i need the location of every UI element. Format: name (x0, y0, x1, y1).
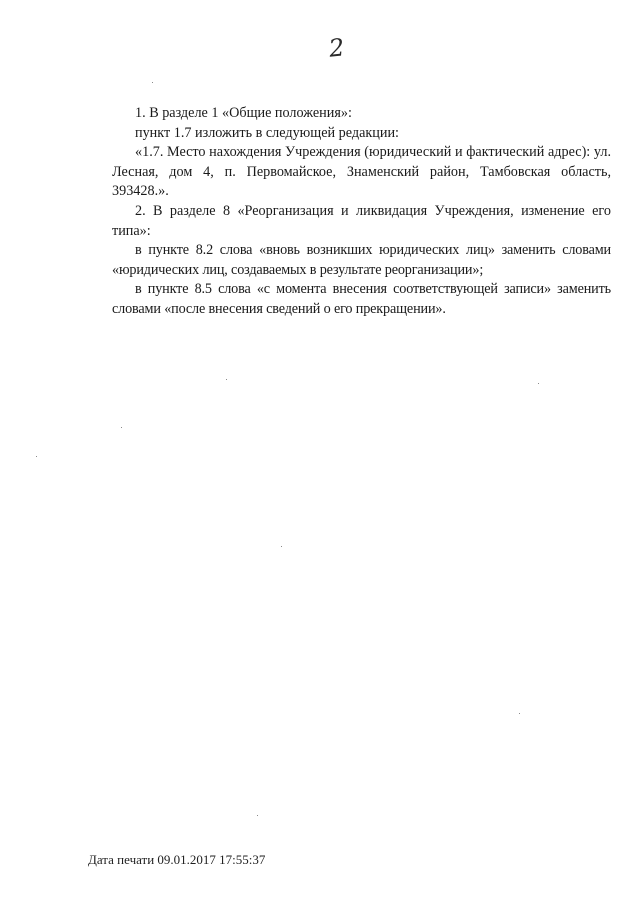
paragraph-item-1-7-instruction: пункт 1.7 изложить в следующей редакции: (135, 124, 399, 141)
scan-speck (121, 427, 122, 428)
scan-speck (257, 815, 258, 816)
scan-speck (281, 546, 282, 547)
scan-speck (36, 456, 37, 457)
paragraph-item-8-5-change: в пункте 8.5 слова «с момента внесения соответствующей записи» заменить словами «после внесения сведений о его прекращении». (112, 281, 611, 317)
scan-speck (538, 383, 539, 384)
scan-speck (226, 379, 227, 380)
document-body (112, 104, 611, 320)
paragraph-item-1-7-text: «1.7. Место нахождения Учреждения (юридический и фактический адрес): ул. Лесная, дом 4, п. Первомайское, Знаменский район, Тамбовская область, 393428.». (112, 144, 611, 200)
paragraph-section-8-heading: 2. В разделе 8 «Реорганизация и ликвидация Учреждения, изменение его типа»: (112, 202, 611, 239)
paragraph-section-1-heading: 1. В разделе 1 «Общие положения»: (135, 105, 352, 121)
scan-speck (519, 713, 520, 714)
print-date-footer: Дата печати 09.01.2017 17:55:37 (88, 852, 266, 867)
scan-speck (152, 82, 153, 83)
handwritten-page-number: 2 (327, 33, 345, 63)
paragraph-item-8-2-change: в пункте 8.2 слова «вновь возникших юридических лиц» заменить словами «юридических лиц, создаваемых в результате реорганизации»; (112, 242, 611, 278)
